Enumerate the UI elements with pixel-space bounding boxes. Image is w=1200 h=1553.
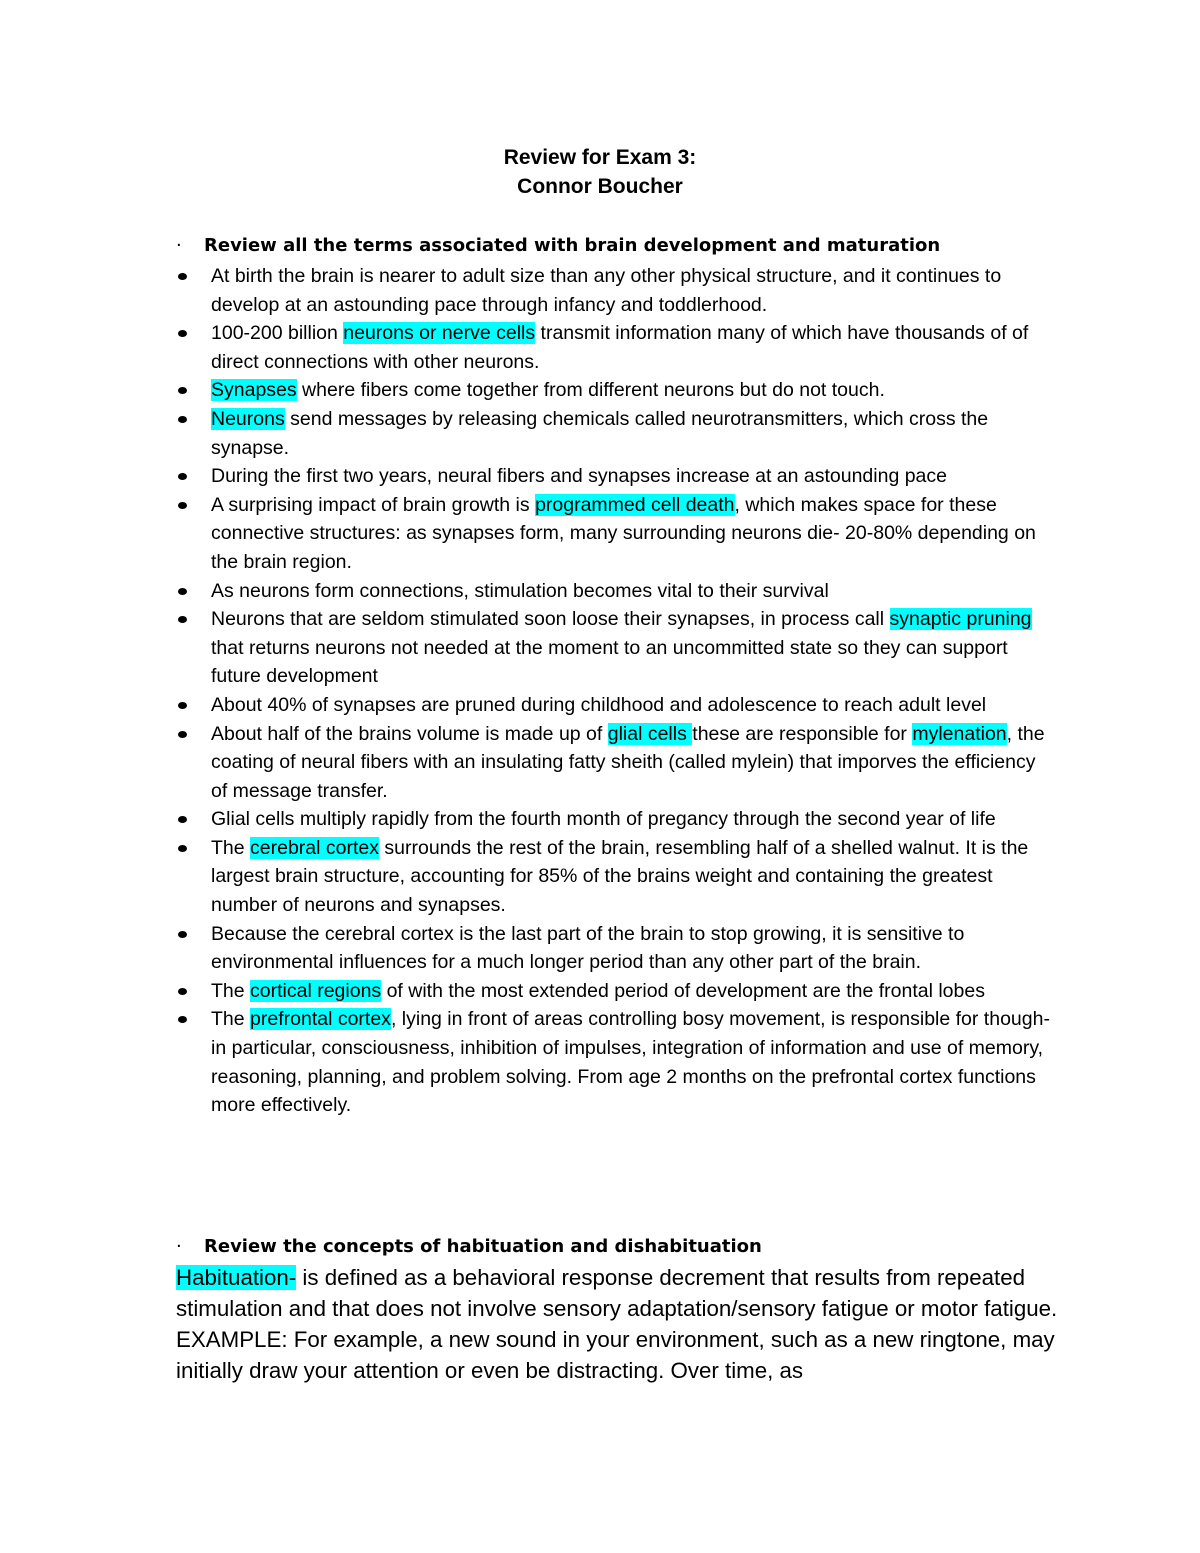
bullet-dot-icon [178, 702, 187, 709]
bullet-dot-icon [178, 416, 187, 423]
bullet-dot-icon [178, 731, 187, 738]
section-heading-brain-development [176, 232, 940, 260]
highlighted-term: neurons or nerve cells [343, 322, 536, 345]
document-title: Review for Exam 3: [503, 146, 697, 169]
highlighted-term: programmed cell death [535, 493, 735, 516]
bullet-item [176, 834, 1056, 920]
text-run: Glial cells multiply rapidly from the fourth month of pregancy through the second year of life [211, 808, 996, 831]
text-run: The [211, 1008, 251, 1031]
text-run: The [211, 836, 251, 859]
text-run: During the first two years, neural fibers and synapses increase at an astounding pace [211, 465, 948, 488]
bullet-item [176, 920, 1056, 977]
section-marker: · [176, 235, 182, 256]
highlighted-term: Synapses [211, 379, 297, 402]
highlighted-term: synaptic pruning [889, 608, 1032, 631]
text-run: where fibers come together from different neurons but do not touch. [296, 379, 885, 402]
bullet-dot-icon [178, 816, 187, 823]
section-marker: · [176, 1236, 182, 1257]
section-heading-habituation [176, 1233, 762, 1261]
text-run: surrounds the rest of the brain, resembling half of a shelled walnut. It is the largest brain structure, accounting for 85% of the brains weight and containing the greatest number of neurons and synapses. [211, 836, 1029, 917]
text-run: transmit information many of which have thousands of of direct connections with other neurons. [211, 322, 1029, 373]
bullet-item [176, 805, 1056, 834]
bullet-item [176, 319, 1056, 376]
bullet-item [176, 977, 1056, 1006]
highlighted-term: Neurons [211, 407, 285, 430]
bullet-dot-icon [178, 502, 187, 509]
bullet-dot-icon [178, 988, 187, 995]
bullet-dot-icon [178, 387, 187, 394]
text-run: At birth the brain is nearer to adult size than any other physical structure, and it continues to develop at an astounding pace through infancy and toddlerhood. [211, 265, 1002, 316]
highlighted-term: Habituation- [176, 1265, 297, 1290]
highlighted-term: mylenation [912, 722, 1007, 745]
document-author: Connor Boucher [517, 175, 683, 198]
text-run: Neurons that are seldom stimulated soon loose their synapses, in process call [211, 608, 890, 631]
bullet-dot-icon [178, 931, 187, 938]
bullet-item [176, 491, 1056, 577]
bullet-item [176, 691, 1056, 720]
text-run: As neurons form connections, stimulation becomes vital to their survival [211, 579, 829, 602]
bullet-dot-icon [178, 616, 187, 623]
bullet-item [176, 1005, 1056, 1119]
highlighted-term: cerebral cortex [250, 836, 379, 859]
brain-terms-bullet-list [176, 262, 1056, 1120]
bullet-item [176, 462, 1056, 491]
text-run: , the coating of neural fibers with an insulating fatty sheith (called mylein) that imporves the efficiency of message transfer. [211, 722, 1045, 802]
text-run: The [211, 979, 251, 1002]
text-run: About half of the brains volume is made up of [211, 722, 608, 745]
bullet-dot-icon [178, 273, 187, 280]
habituation-paragraph [176, 1262, 1066, 1386]
text-run: 100-200 billion [211, 322, 344, 345]
text-run: About 40% of synapses are pruned during childhood and adolescence to reach adult level [211, 693, 987, 716]
bullet-item [176, 376, 1056, 405]
bullet-dot-icon [178, 845, 187, 852]
text-run: , which makes space for these connective structures: as synapses form, many surrounding neurons die- 20-80% depending on the brain region. [211, 493, 1036, 573]
bullet-item [176, 720, 1056, 806]
bullet-dot-icon [178, 330, 187, 337]
bullet-dot-icon [178, 473, 187, 480]
bullet-item [176, 605, 1056, 691]
bullet-item [176, 405, 1056, 462]
bullet-dot-icon [178, 588, 187, 595]
text-run: that returns neurons not needed at the moment to an uncommitted state so they can support future development [211, 636, 1008, 688]
text-run: Because the cerebral cortex is the last part of the brain to stop growing, it is sensitive to environmental influences for a much longer period than any other part of the brain. [211, 922, 965, 974]
text-run: , lying in front of areas controlling bosy movement, is responsible for though- in particular, consciousness, inhibition of impulses, integration of information and use of memory, reasoning, planning, and problem solving. From age 2 months on the prefrontal cortex functions more effectively. [211, 1008, 1050, 1117]
text-run: these are responsible for [692, 722, 913, 745]
highlighted-term: prefrontal cortex [250, 1008, 391, 1031]
text-run: of with the most extended period of development are the frontal lobes [381, 979, 985, 1002]
text-run: A surprising impact of brain growth is [211, 493, 536, 516]
bullet-dot-icon [178, 1016, 187, 1023]
highlighted-term: cortical regions [250, 979, 382, 1002]
text-run: is defined as a behavioral response decrement that results from repeated stimulation and that does not involve sensory adaptation/sensory fatigue or motor fatigue. EXAMPLE: For example, a new sound in your environment, such as a new ringtone, may initially draw your attention or even be distracting. Over time, as [176, 1265, 1058, 1383]
section-heading-text: Review the concepts of habituation and dishabituation [204, 1236, 762, 1257]
highlighted-term: glial cells [607, 722, 693, 745]
bullet-item [176, 577, 1056, 606]
bullet-item [176, 262, 1056, 319]
section-heading-text: Review all the terms associated with brain development and maturation [204, 235, 941, 256]
text-run: send messages by releasing chemicals called neurotransmitters, which cross the synapse. [211, 407, 989, 459]
